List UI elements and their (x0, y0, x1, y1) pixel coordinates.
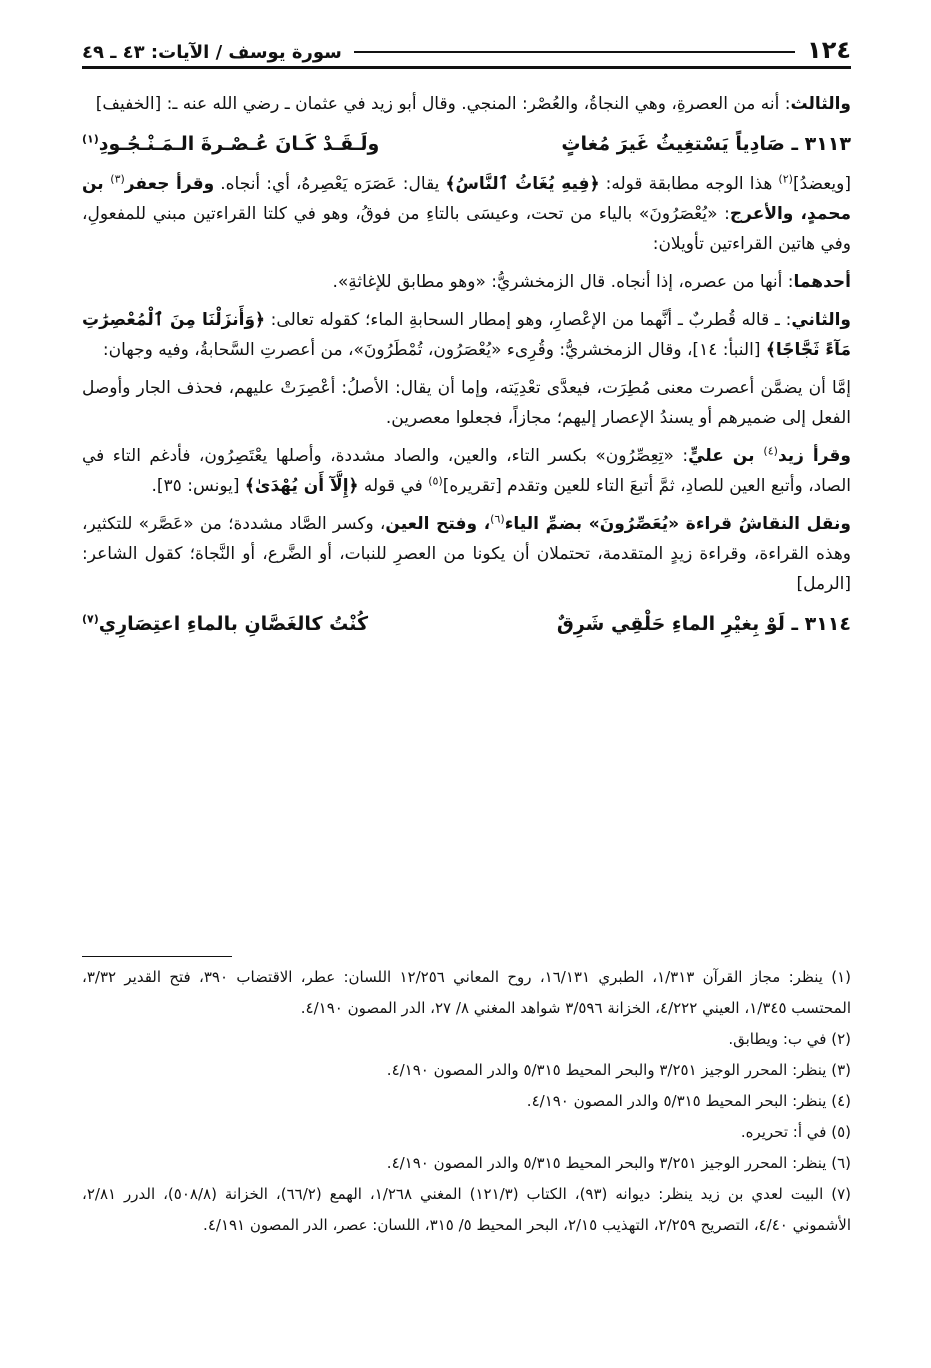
footnote-item: (٥) في أ: تحريره. (740, 1123, 851, 1141)
footnote-ref: (١) (82, 132, 99, 146)
text-span: [النبأ: ١٤]، وقال الزمخشريُّ: وقُرِىء «يُعْصَرُون، تُمْطَرُونَ»، من أعصرتِ السَّحابةُ، وفيه وجهان: (102, 340, 766, 360)
paragraph-lead: والثاني (791, 310, 851, 330)
quran-quote: ﴿فِيهِ يُغَاثُ ٱلنَّاسُ﴾ (445, 174, 600, 194)
footnote-ref: (٢) (778, 172, 793, 186)
bold-span: وقرأ جعفر (124, 174, 215, 194)
text-span: : ـ قاله قُطربٌ ـ أنَّهما من الإعْصارِ، وهو إمطار السحابةِ الماء؛ كقوله تعالى: (265, 310, 792, 330)
bold-span: وقرأ زيد (777, 446, 851, 466)
footnote-item: (٧) البيت لعدي بن زيد ينظر: ديوانه (٩٣)، الكتاب (١٢١/٣) المغني ١/٢٦٨، الهمع (٦٦/٢)، الخزانة (٥٠٨/٨)، الدرر ٢/٨١، الأشموني ٤/٤٠، التصريح ٢/٢٥٩، التهذيب ٢/١٥، البحر المحيط ٥/ ٣١٥، اللسان: عصر، الدر المصون ٤/١٩١. (82, 1185, 851, 1234)
paragraph-text: : أنه من العصرةِ، وهي النجاةُ، والعُصْر: المنجي. وقال أبو زيد في عثمان ـ رضي الله عنه ـ: [الخفيف] (95, 94, 791, 114)
text-span: ، وكسر الصَّاد مشددة؛ من «عَصَّر» للتكثير، وهذه القراءة، وقراءة زيدٍ المتقدمة، تحتملان أن يكونا من العصرِ للنبات، أو الضَّرع، أو النَّجاة؛ كقول الشاعر: [الرمل] (82, 514, 851, 594)
paragraph-naqqash-reading (82, 509, 851, 599)
paragraph-two-ways (82, 373, 851, 433)
footnote-ref: (٤) (763, 444, 778, 458)
text-span: هذا الوجه مطابقة قوله: (599, 174, 779, 194)
footnote-item: (٣) ينظر: المحرر الوجيز ٣/٢٥١ والبحر المحيط ٥/٣١٥ والدر المصون ٤/١٩٠. (386, 1061, 851, 1079)
footnote-ref: (٥) (428, 474, 443, 488)
verse-second-hemistich (82, 127, 379, 161)
verse-number: ٣١١٣ ـ (791, 133, 851, 155)
verse-text-right: صَادِياً يَسْتغِيثُ غَيرَ مُغاثٍ (561, 133, 785, 155)
poetry-verse-3113 (82, 127, 851, 161)
paragraph-support (82, 169, 851, 259)
page-number: ١٢٤ (807, 36, 851, 64)
paragraph-text: : أنها من عصره، إذا أنجاه. قال الزمخشريُّ: «وهو مطابق للإغاثةِ». (332, 272, 794, 292)
paragraph-lead: أحدهما (793, 272, 851, 292)
book-page (82, 28, 851, 1368)
chapter-title: سورة يوسف / الآيات: ٤٣ ـ ٤٩ (82, 42, 342, 63)
footnote-ref: (٣) (110, 172, 125, 186)
footnote-item: (٤) ينظر: البحر المحيط ٥/٣١٥ والدر المصون ٤/١٩٠. (526, 1092, 851, 1110)
text-span: : «يُعْصَرُونَ» بالياء من تحت، وعيسَى بالتاءِ من فوقُ، وهو في كلتا القراءتين مبني للمفعولِ، وفي هاتين القراءتين تأويلان: (82, 204, 851, 254)
text-span: [يونس: ٣٥]. (151, 476, 245, 496)
paragraph-lead: والثالث (790, 94, 851, 114)
footnote-item: (٢) في ب: ويطابق. (728, 1030, 851, 1048)
bold-span: بن محمدٍ، والأعرج (82, 174, 851, 224)
quran-quote: ﴿وَأَنزَلْنَا مِنَ ٱلْمُعْصِرَٰتِ مَآءً ثَجَّاجًا﴾ (82, 310, 851, 360)
paragraph-third-view (82, 89, 851, 119)
text-span: : «تِعِصِّرُون» بكسر التاء، والعين، والصاد مشددة، وأصلها يعْتَصِرُون، فأدغم التاء في الصاد، وأتبع العين للصادِ، ثمَّ أتبعَ التاء للعين وتقدم [تقريره] (82, 446, 851, 496)
footnote-ref: (٦) (490, 512, 505, 526)
verse-text-left: ولَـقَـدْ كَـانَ عُـصْـرةَ الـمَـنْـجُـودِ (98, 133, 380, 155)
bold-span: ، وفتح العين (385, 514, 491, 534)
footnote-item: (١) ينظر: مجاز القرآن ١/٣١٣، الطبري ١٦/١٣١، روح المعاني ١٢/٢٥٦ اللسان: عطر، الاقتضاب ٣٩٠، فتح القدير ٣/٣٢، المحتسب ١/٣٤٥، العيني ٤/٢٢٢، الخزانة ٣/٥٩٦ شواهد المغني ٨/ ٢٧، الدر المصون ٤/١٩٠. (82, 968, 851, 1017)
header-divider (82, 66, 851, 69)
footnotes (82, 962, 851, 1241)
bold-span: بن عليٍّ (688, 446, 764, 466)
verse-second-hemistich (82, 607, 368, 641)
footnote-ref: (٧) (82, 612, 99, 626)
quran-quote: ﴿إِلَّآ أَن يُهْدَىٰ﴾ (244, 476, 359, 496)
paragraph-second-interpretation (82, 305, 851, 365)
text-span: في قوله (358, 476, 429, 496)
main-text (82, 89, 851, 641)
verse-number: ٣١١٤ ـ (791, 613, 851, 635)
header-rule (354, 51, 795, 53)
paragraph-first-interpretation (82, 267, 851, 297)
verse-text-right: لَوْ بِغيْرِ الماءِ حَلْقِي شَرِقٌ (556, 613, 785, 635)
footnote-separator (82, 956, 232, 957)
paragraph-text: إمَّا أن يضمَّن أعصرت معنى مُطِرَت، فيعدَّى تعْدِيَته، وإما أن يقال: الأصلُ: أعْصِرَتْ عليهم، فحذف الجار وأوصل الفعل إلى ضميرهم أو يسندُ الإعصار إليهم؛ مجازاً، فجعلوا معصرين. (82, 378, 851, 428)
verse-first-hemistich (561, 127, 851, 161)
paragraph-zayd-reading (82, 441, 851, 501)
running-header (82, 28, 851, 62)
bold-span: ونقل النقاشُ قراءة «يُعَصِّرُونَ» بضمِّ الياء (504, 514, 851, 534)
text-span: يقال: عَصَرَه يَعْصِرهُ، أي: أنجاه. (214, 174, 446, 194)
text-span: [ويعضدُ] (792, 174, 852, 194)
poetry-verse-3114 (82, 607, 851, 641)
verse-first-hemistich (557, 607, 851, 641)
verse-text-left: كُنْتُ كالغَصَّانِ بالماءِ اعتِصَارِي (98, 613, 369, 635)
footnote-item: (٦) ينظر: المحرر الوجيز ٣/٢٥١ والبحر المحيط ٥/٣١٥ والدر المصون ٤/١٩٠. (386, 1154, 851, 1172)
